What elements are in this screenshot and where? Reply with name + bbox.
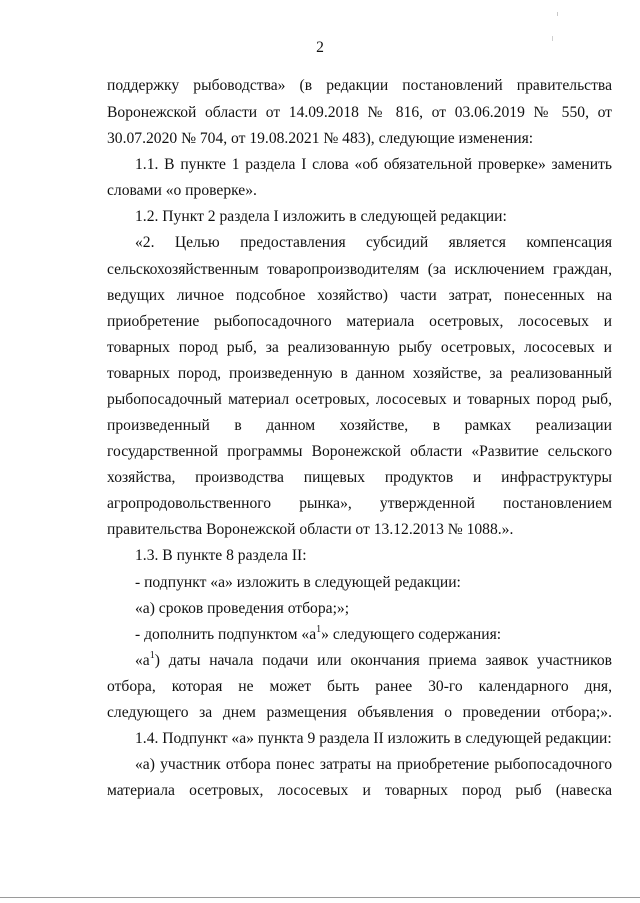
text-line: товарных пород рыб, за реализованную рыбу осетровых, лососевых и <box>107 339 612 356</box>
text-line: отбора, которая не может быть ранее 30-го календарного дня, <box>107 678 612 695</box>
text-line: 1.3. В пункте 8 раздела II: <box>135 547 307 564</box>
line-text: ) даты начала подачи или окончания приема заявок участников <box>154 652 612 669</box>
text-line: материала осетровых, лососевых и товарных пород рыб (навеска <box>107 782 612 799</box>
text-line <box>135 651 612 671</box>
text-line: правительства Воронежской области от 13.12.2013 № 1088.». <box>107 521 514 538</box>
text-line: «2. Целью предоставления субсидий является компенсация <box>135 234 612 251</box>
page-number: 2 <box>316 39 324 56</box>
text-line <box>135 625 612 645</box>
text-line: товарных пород, произведенную в данном хозяйстве, за реализованный <box>107 365 612 382</box>
text-line: 1.4. Подпункт «а» пункта 9 раздела II изложить в следующей редакции: <box>135 730 612 747</box>
text-line: 1.1. В пункте 1 раздела I слова «об обязательной проверке» заменить <box>135 156 612 173</box>
text-line: словами «о проверке». <box>107 182 257 199</box>
text-line: произведенный в данном хозяйстве, в рамках реализации <box>107 417 612 434</box>
superscript: 1 <box>149 649 155 661</box>
text-line: «а) участник отбора понес затраты на приобретение рыбопосадочного <box>135 756 612 773</box>
text-line: 1.2. Пункт 2 раздела I изложить в следующей редакции: <box>135 208 507 225</box>
line-text: » следующего содержания: <box>321 626 502 643</box>
text-line: государственной программы Воронежской области «Развитие сельского <box>107 443 612 460</box>
scan-mark <box>557 12 558 16</box>
text-line: 30.07.2020 № 704, от 19.08.2021 № 483), следующие изменения: <box>107 130 534 147</box>
line-text: «а <box>135 652 150 669</box>
text-line: ведущих личное подсобное хозяйство) части затрат, понесенных на <box>107 287 612 304</box>
text-line: сельскохозяйственным товаропроизводителям (за исключением граждан, <box>107 261 612 278</box>
text-line: - подпункт «а» изложить в следующей редакции: <box>135 574 461 591</box>
text-line: рыбопосадочный материал осетровых, лососевых и товарных пород рыб, <box>107 391 612 408</box>
text-line: «а) сроков проведения отбора;»; <box>135 600 350 617</box>
text-line: хозяйства, производства пищевых продуктов и инфраструктуры <box>107 469 612 486</box>
scan-mark <box>552 36 553 41</box>
line-text: - дополнить подпунктом «а <box>135 626 317 643</box>
text-line: следующего за днем размещения объявления о проведении отбора;». <box>107 704 612 721</box>
text-line: агропродовольственного рынка», утвержденной постановлением <box>107 495 612 512</box>
bottom-rule <box>0 897 640 898</box>
text-line: приобретение рыбопосадочного материала осетровых, лососевых и <box>107 313 612 330</box>
superscript: 1 <box>316 623 322 635</box>
text-line: поддержку рыбоводства» (в редакции постановлений правительства <box>107 77 612 94</box>
text-line: Воронежской области от 14.09.2018 № 816, от 03.06.2019 № 550, от <box>107 104 612 121</box>
